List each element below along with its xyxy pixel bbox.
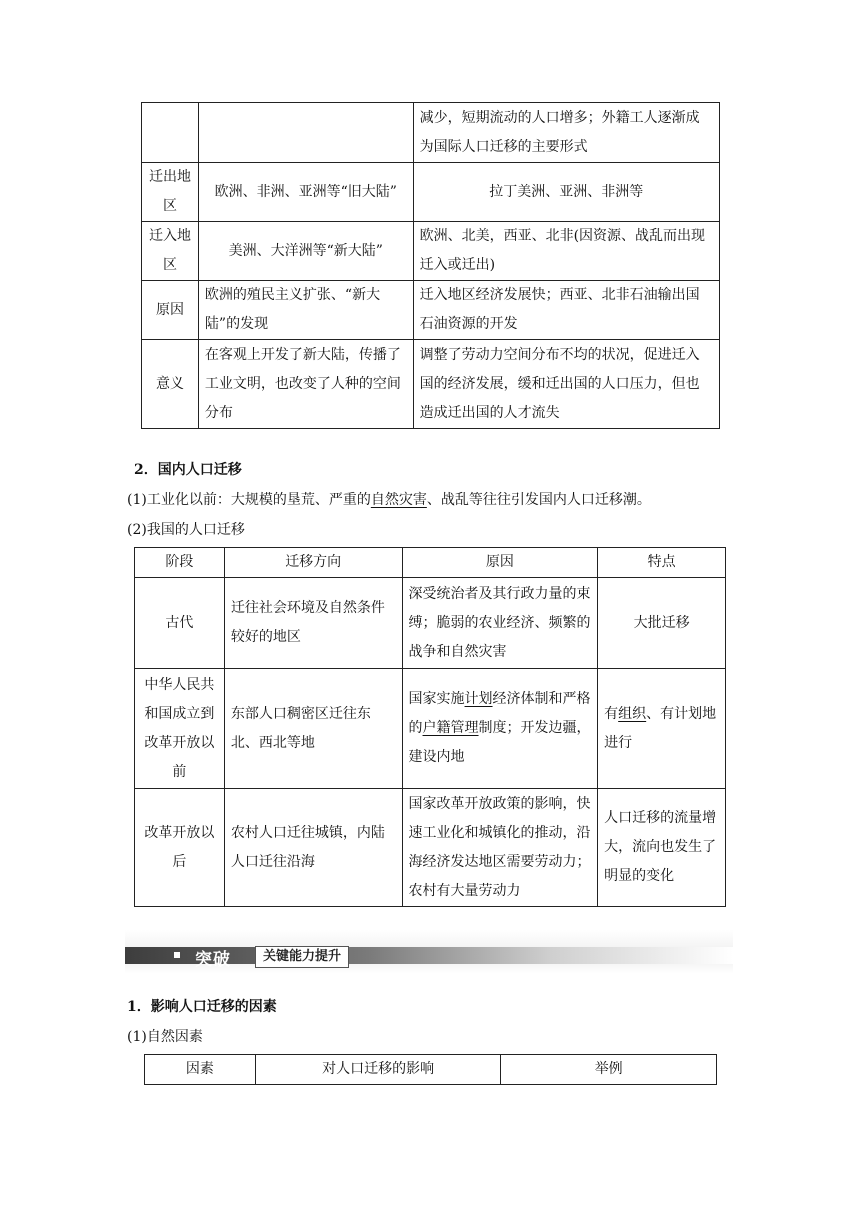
feature-cell: 大批迁移 xyxy=(598,578,726,669)
row-label: 迁入地区 xyxy=(142,222,199,281)
column-header: 对人口迁移的影响 xyxy=(255,1055,501,1085)
feature-cell: 人口迁移的流量增大，流向也发生了明显的变化 xyxy=(598,789,726,907)
cell-text: 国家实施 xyxy=(408,691,465,707)
underlined-term: 计划 xyxy=(464,691,493,707)
square-bullet-icon xyxy=(174,952,180,958)
table-cell: 欧洲、非洲、亚洲等“旧大陆” xyxy=(198,163,413,222)
paragraph xyxy=(127,489,651,509)
feature-cell xyxy=(598,669,726,789)
reason-cell: 国家改革开放政策的影响，快速工业化和城镇化的推动，沿海经济发达地区需要劳动力；农村有大量劳动力 xyxy=(402,789,598,907)
table-cell: 美洲、大洋洲等“新大陆” xyxy=(198,222,413,281)
domestic-migration-table xyxy=(134,547,726,907)
table-cell: 欧洲、北美，西亚、北非(因资源、战乱而出现迁入或迁出) xyxy=(413,222,719,281)
sub-heading: (1)自然因素 xyxy=(127,1029,203,1045)
banner-label: 关键能力提升 xyxy=(255,946,349,968)
table-cell: 迁入地区经济发展快；西亚、北非石油输出国石油资源的开发 xyxy=(413,281,719,340)
column-header: 因素 xyxy=(145,1055,256,1085)
section-heading: 1．影响人口迁移的因素 xyxy=(127,999,277,1015)
stage-cell: 改革开放以后 xyxy=(135,789,225,907)
direction-cell: 东部人口稠密区迁往东北、西北等地 xyxy=(224,669,402,789)
sub-heading: (2)我国的人口迁移 xyxy=(127,522,245,538)
cell-text: 有 xyxy=(604,705,619,722)
direction-cell: 农村人口迁往城镇，内陆人口迁往沿海 xyxy=(224,789,402,907)
column-header: 迁移方向 xyxy=(224,548,402,578)
reason-cell: 深受统治者及其行政力量的束缚；脆弱的农业经济、频繁的战争和自然灾害 xyxy=(402,578,598,669)
table-row xyxy=(142,103,720,163)
column-header: 阶段 xyxy=(135,548,225,578)
cell-text: 经济体制和严格的 xyxy=(408,691,591,736)
paragraph-text: 、战乱等往往引发国内人口迁移潮。 xyxy=(426,492,651,508)
table-row xyxy=(142,222,720,281)
column-header: 原因 xyxy=(402,548,598,578)
table-row xyxy=(135,669,726,789)
stage-cell: 中华人民共和国成立到改革开放以前 xyxy=(135,669,225,789)
underlined-term: 组织 xyxy=(618,705,647,722)
section-heading: 2．国内人口迁移 xyxy=(134,462,242,478)
international-migration-table xyxy=(141,102,720,429)
table-row xyxy=(142,340,720,429)
table-row xyxy=(135,578,726,669)
table-cell: 拉丁美洲、亚洲、非洲等 xyxy=(413,163,719,222)
table-cell xyxy=(198,103,413,163)
cell-text: 制度；开发边疆，建设内地 xyxy=(408,720,591,765)
section-banner xyxy=(125,930,735,974)
reason-cell xyxy=(402,669,598,789)
banner-tag: 突破 xyxy=(195,950,231,970)
table-header-row xyxy=(145,1055,717,1085)
paragraph-text: (1)工业化以前：大规模的垦荒、严重的 xyxy=(127,492,371,508)
natural-factors-table xyxy=(144,1054,717,1085)
row-label: 意义 xyxy=(142,340,199,429)
direction-cell: 迁往社会环境及自然条件较好的地区 xyxy=(224,578,402,669)
underlined-term: 户籍管理 xyxy=(422,720,479,736)
stage-cell: 古代 xyxy=(135,578,225,669)
row-label: 原因 xyxy=(142,281,199,340)
table-cell: 减少，短期流动的人口增多；外籍工人逐渐成为国际人口迁移的主要形式 xyxy=(413,103,719,163)
cell-text: 、有计划地进行 xyxy=(604,705,717,751)
row-label: 迁出地区 xyxy=(142,163,199,222)
table-row xyxy=(142,281,720,340)
table-cell xyxy=(142,103,199,163)
table-cell: 调整了劳动力空间分布不均的状况，促进迁入国的经济发展，缓和迁出国的人口压力，但也造成迁出国的人才流失 xyxy=(413,340,719,429)
table-row xyxy=(142,163,720,222)
table-header-row xyxy=(135,548,726,578)
table-cell: 欧洲的殖民主义扩张、“新大陆”的发现 xyxy=(198,281,413,340)
underlined-term: 自然灾害 xyxy=(370,492,427,508)
table-row xyxy=(135,789,726,907)
table-cell: 在客观上开发了新大陆，传播了工业文明，也改变了人种的空间分布 xyxy=(198,340,413,429)
column-header: 特点 xyxy=(598,548,726,578)
column-header: 举例 xyxy=(501,1055,717,1085)
